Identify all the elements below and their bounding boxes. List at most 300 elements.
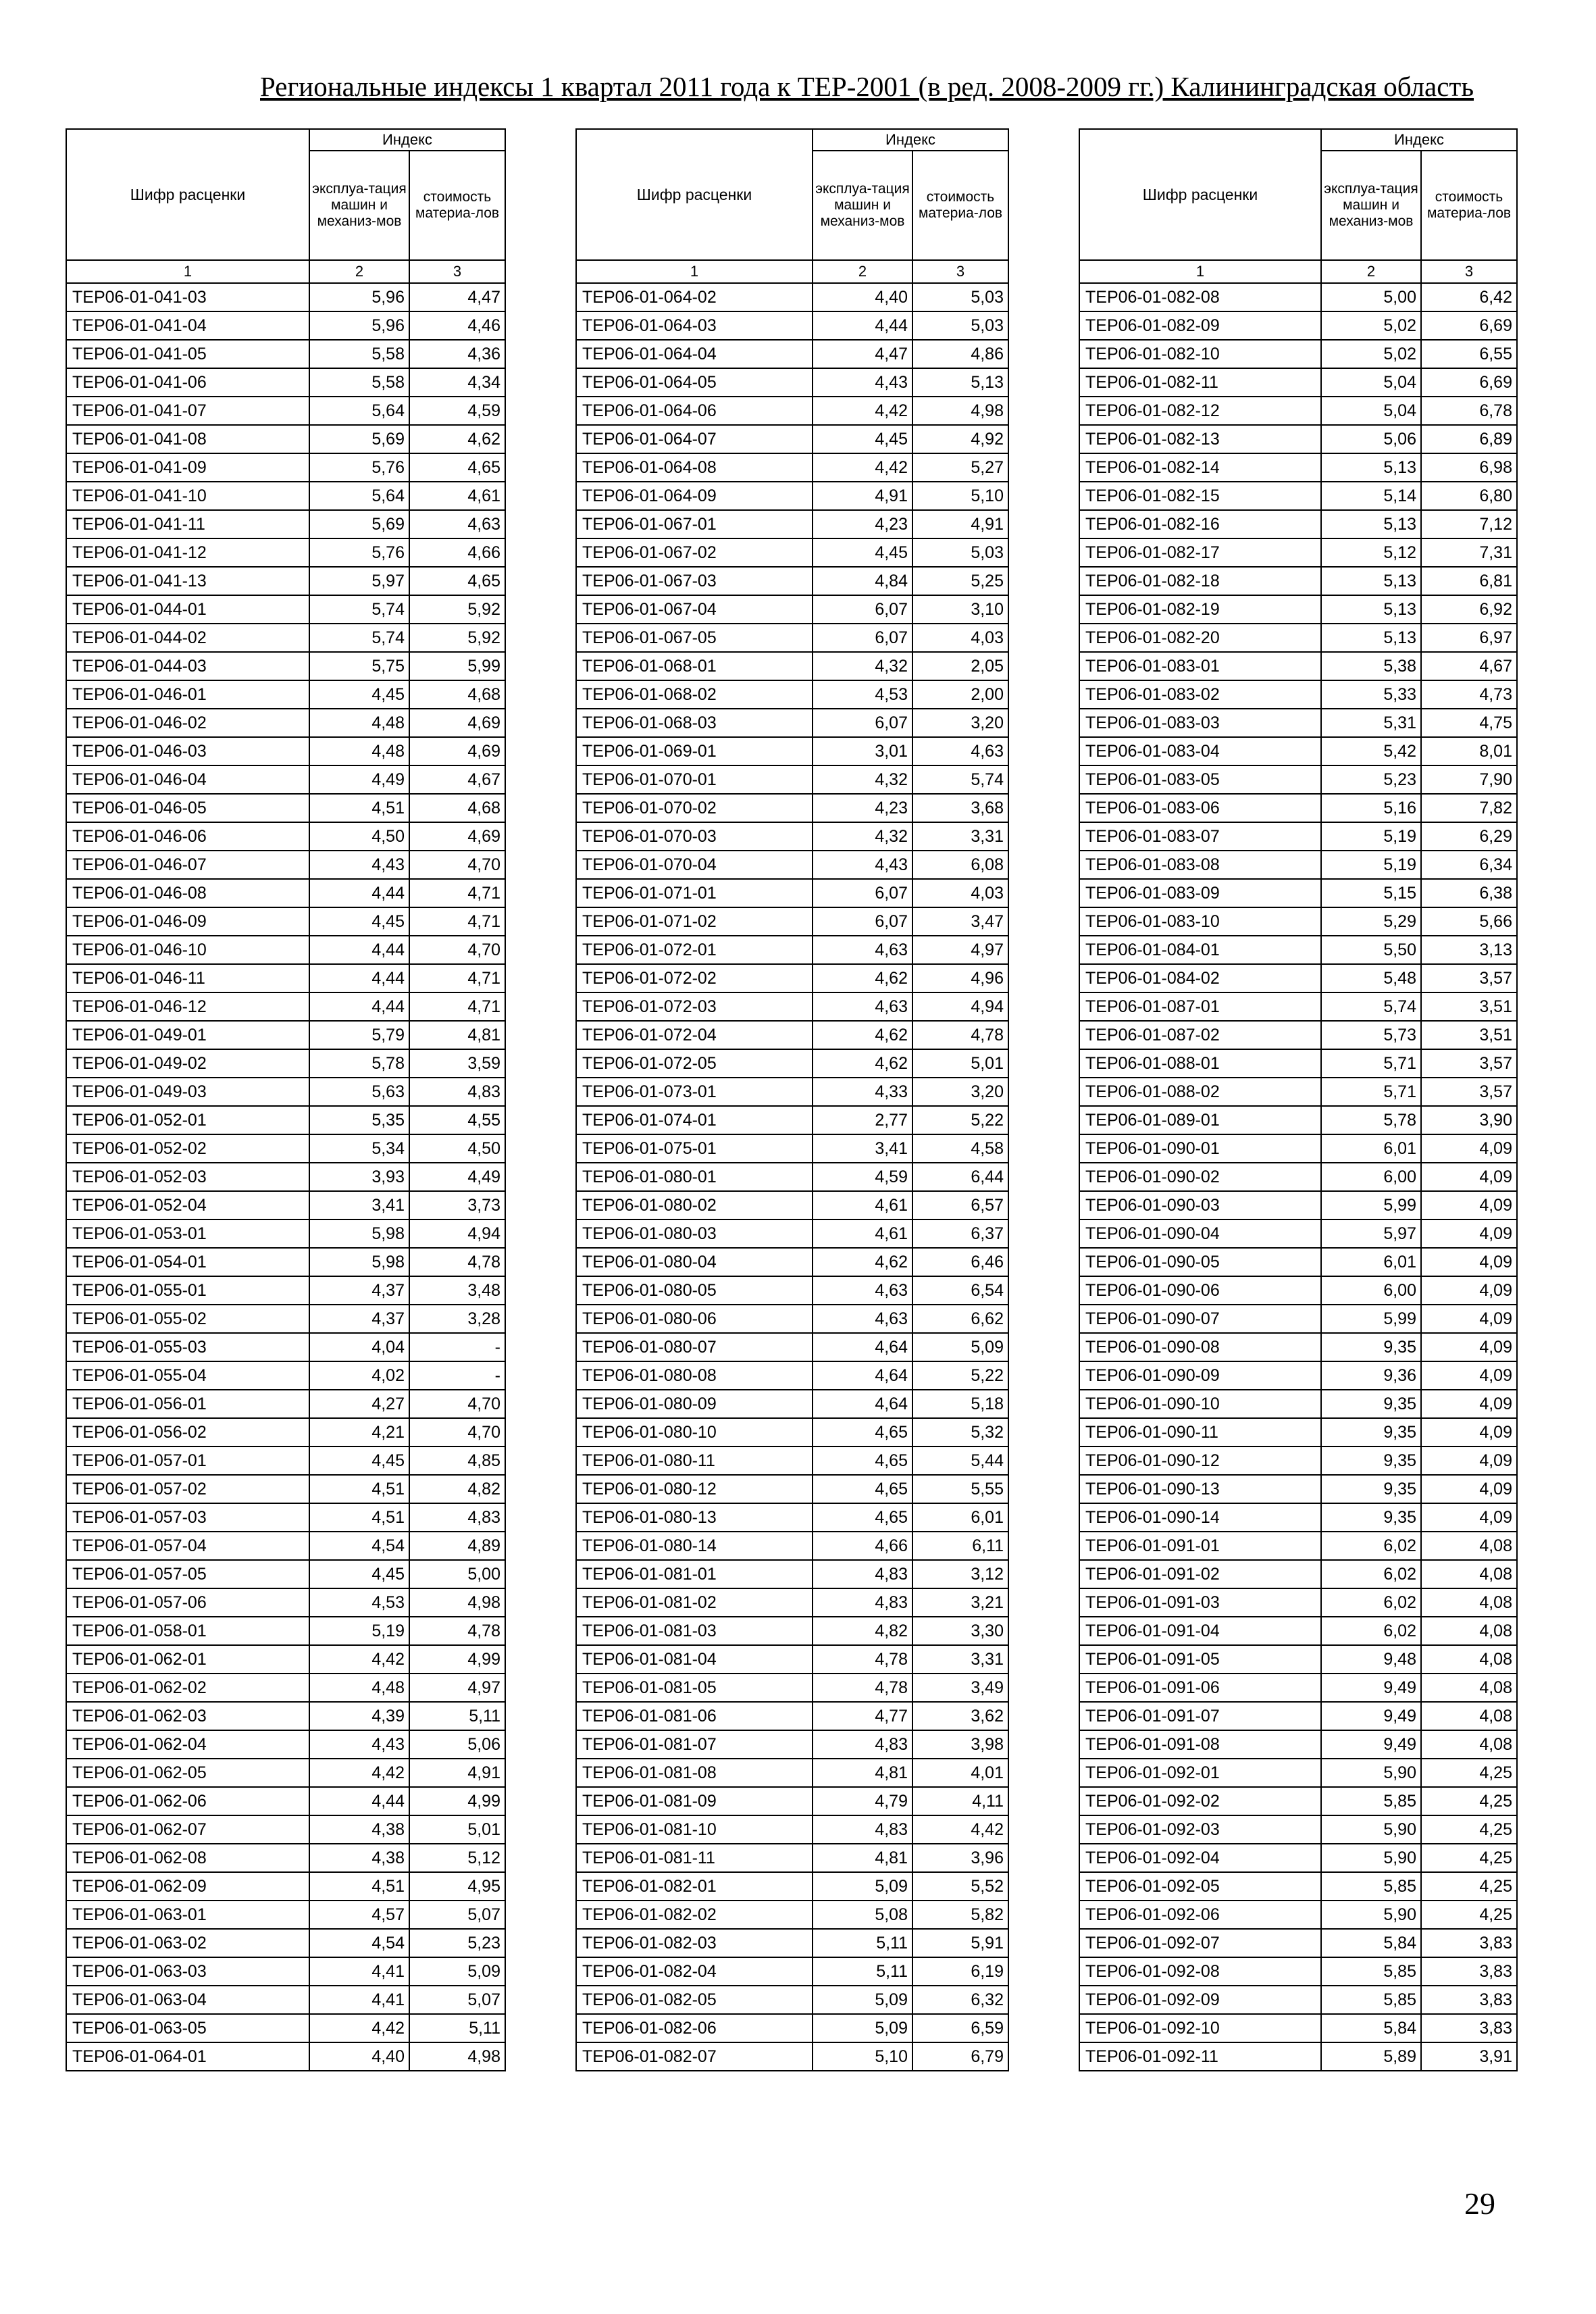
table-row (576, 652, 1008, 680)
machines-index-cell: 5,06 (1321, 425, 1421, 453)
machines-index-cell: 6,02 (1321, 1560, 1421, 1588)
machines-index-cell: 5,13 (1321, 453, 1421, 482)
machines-index-cell: 4,23 (813, 510, 912, 538)
table-row (576, 1219, 1008, 1248)
table-row (1079, 1901, 1517, 1929)
table-row (576, 1248, 1008, 1276)
machines-index-cell: 4,61 (813, 1191, 912, 1219)
rate-code-cell: ТЕР06-01-064-07 (576, 425, 813, 453)
table-row (576, 538, 1008, 567)
table-row (1079, 1191, 1517, 1219)
materials-index-cell: 3,28 (409, 1305, 505, 1333)
materials-index-cell: 4,96 (912, 964, 1008, 992)
rate-code-cell: ТЕР06-01-072-04 (576, 1021, 813, 1049)
rate-code-cell: ТЕР06-01-067-05 (576, 624, 813, 652)
materials-index-cell: 4,09 (1421, 1248, 1517, 1276)
rate-code-cell: ТЕР06-01-083-02 (1079, 680, 1321, 709)
header-materials: стоимость материа-лов (1421, 151, 1517, 260)
machines-index-cell: 5,74 (309, 624, 409, 652)
materials-index-cell: 6,46 (912, 1248, 1008, 1276)
rate-code-cell: ТЕР06-01-092-10 (1079, 2014, 1321, 2042)
table-row (576, 311, 1008, 340)
machines-index-cell: 5,71 (1321, 1049, 1421, 1078)
rate-code-cell: ТЕР06-01-057-06 (66, 1588, 309, 1617)
materials-index-cell: 4,78 (409, 1248, 505, 1276)
table-row (1079, 283, 1517, 311)
rate-code-cell: ТЕР06-01-075-01 (576, 1134, 813, 1163)
machines-index-cell: 4,83 (813, 1815, 912, 1844)
machines-index-cell: 4,51 (309, 1475, 409, 1503)
materials-index-cell: 4,09 (1421, 1475, 1517, 1503)
rate-code-cell: ТЕР06-01-056-02 (66, 1418, 309, 1447)
materials-index-cell: 3,51 (1421, 1021, 1517, 1049)
table-row (66, 311, 505, 340)
rate-code-cell: ТЕР06-01-091-04 (1079, 1617, 1321, 1645)
rate-code-cell: ТЕР06-01-090-06 (1079, 1276, 1321, 1305)
rate-code-cell: ТЕР06-01-046-11 (66, 964, 309, 992)
table-row (576, 368, 1008, 397)
machines-index-cell: 4,32 (813, 822, 912, 851)
table-row (66, 1163, 505, 1191)
rate-code-cell: ТЕР06-01-044-01 (66, 595, 309, 624)
table-row (1079, 2042, 1517, 2071)
machines-index-cell: 4,45 (309, 1560, 409, 1588)
table-row (576, 1305, 1008, 1333)
table-row (66, 1276, 505, 1305)
rate-code-cell: ТЕР06-01-046-05 (66, 794, 309, 822)
materials-index-cell: 4,08 (1421, 1588, 1517, 1617)
rate-code-cell: ТЕР06-01-069-01 (576, 737, 813, 765)
materials-index-cell: 3,83 (1421, 1957, 1517, 1986)
rate-code-cell: ТЕР06-01-052-04 (66, 1191, 309, 1219)
rate-code-cell: ТЕР06-01-083-01 (1079, 652, 1321, 680)
table-row (66, 1305, 505, 1333)
materials-index-cell: 6,69 (1421, 311, 1517, 340)
materials-index-cell: 6,97 (1421, 624, 1517, 652)
materials-index-cell: 5,92 (409, 624, 505, 652)
rate-code-cell: ТЕР06-01-080-04 (576, 1248, 813, 1276)
table-row (66, 510, 505, 538)
rate-code-cell: ТЕР06-01-083-08 (1079, 851, 1321, 879)
table-row (576, 1049, 1008, 1078)
machines-index-cell: 4,79 (813, 1787, 912, 1815)
materials-index-cell: 7,90 (1421, 765, 1517, 794)
rate-code-cell: ТЕР06-01-068-03 (576, 709, 813, 737)
materials-index-cell: 4,75 (1421, 709, 1517, 737)
table-row (66, 1106, 505, 1134)
materials-index-cell: 4,94 (409, 1219, 505, 1248)
table-row (66, 595, 505, 624)
machines-index-cell: 5,13 (1321, 624, 1421, 652)
rate-code-cell: ТЕР06-01-054-01 (66, 1248, 309, 1276)
machines-index-cell: 6,00 (1321, 1163, 1421, 1191)
rate-code-cell: ТЕР06-01-046-03 (66, 737, 309, 765)
materials-index-cell: 3,83 (1421, 2014, 1517, 2042)
header-cipher: Шифр расценки (576, 129, 813, 260)
materials-index-cell: 4,65 (409, 453, 505, 482)
table-row (1079, 624, 1517, 652)
materials-index-cell: 5,12 (409, 1844, 505, 1872)
rate-code-cell: ТЕР06-01-083-06 (1079, 794, 1321, 822)
table-row (576, 1901, 1008, 1929)
rate-code-cell: ТЕР06-01-062-07 (66, 1815, 309, 1844)
machines-index-cell: 9,49 (1321, 1702, 1421, 1730)
rate-code-cell: ТЕР06-01-082-15 (1079, 482, 1321, 510)
rate-code-cell: ТЕР06-01-082-01 (576, 1872, 813, 1901)
machines-index-cell: 5,02 (1321, 340, 1421, 368)
rate-code-cell: ТЕР06-01-062-02 (66, 1674, 309, 1702)
materials-index-cell: 4,09 (1421, 1418, 1517, 1447)
table-row (1079, 1248, 1517, 1276)
rate-code-cell: ТЕР06-01-074-01 (576, 1106, 813, 1134)
machines-index-cell: 5,33 (1321, 680, 1421, 709)
machines-index-cell: 5,69 (309, 425, 409, 453)
table-row (66, 368, 505, 397)
table-row (1079, 1986, 1517, 2014)
materials-index-cell: 4,46 (409, 311, 505, 340)
rate-code-cell: ТЕР06-01-090-09 (1079, 1361, 1321, 1390)
machines-index-cell: 4,47 (813, 340, 912, 368)
materials-index-cell: 4,09 (1421, 1191, 1517, 1219)
materials-index-cell: 5,23 (409, 1929, 505, 1957)
table-row (576, 1844, 1008, 1872)
materials-index-cell: 4,49 (409, 1163, 505, 1191)
materials-index-cell: 2,00 (912, 680, 1008, 709)
table-row (66, 1134, 505, 1163)
rate-code-cell: ТЕР06-01-064-05 (576, 368, 813, 397)
materials-index-cell: 3,48 (409, 1276, 505, 1305)
materials-index-cell: 4,09 (1421, 1276, 1517, 1305)
table-row (1079, 1361, 1517, 1390)
materials-index-cell: 3,68 (912, 794, 1008, 822)
machines-index-cell: 5,90 (1321, 1815, 1421, 1844)
rate-code-cell: ТЕР06-01-091-01 (1079, 1532, 1321, 1560)
materials-index-cell: 5,92 (409, 595, 505, 624)
rate-code-cell: ТЕР06-01-090-10 (1079, 1390, 1321, 1418)
machines-index-cell: 5,42 (1321, 737, 1421, 765)
rate-code-cell: ТЕР06-01-092-11 (1079, 2042, 1321, 2071)
table-row (66, 737, 505, 765)
rate-code-cell: ТЕР06-01-080-10 (576, 1418, 813, 1447)
rate-code-cell: ТЕР06-01-080-11 (576, 1447, 813, 1475)
header-col-number: 1 (66, 260, 309, 283)
materials-index-cell: 3,30 (912, 1617, 1008, 1645)
materials-index-cell: 3,98 (912, 1730, 1008, 1759)
table-row (66, 964, 505, 992)
machines-index-cell: 5,13 (1321, 595, 1421, 624)
rate-code-cell: ТЕР06-01-091-02 (1079, 1560, 1321, 1588)
machines-index-cell: 5,09 (813, 2014, 912, 2042)
table-row (66, 1986, 505, 2014)
table-row (576, 595, 1008, 624)
rate-code-cell: ТЕР06-01-062-01 (66, 1645, 309, 1674)
machines-index-cell: 5,50 (1321, 936, 1421, 964)
rate-code-cell: ТЕР06-01-064-02 (576, 283, 813, 311)
machines-index-cell: 3,93 (309, 1163, 409, 1191)
table-row (1079, 453, 1517, 482)
machines-index-cell: 4,62 (813, 1049, 912, 1078)
header-machines: эксплуа-тация машин и механиз-мов (309, 151, 409, 260)
machines-index-cell: 4,64 (813, 1390, 912, 1418)
rate-code-cell: ТЕР06-01-082-17 (1079, 538, 1321, 567)
machines-index-cell: 4,45 (309, 907, 409, 936)
table-row (1079, 1333, 1517, 1361)
machines-index-cell: 4,44 (309, 964, 409, 992)
table-row (576, 1674, 1008, 1702)
materials-index-cell: 3,47 (912, 907, 1008, 936)
rate-code-cell: ТЕР06-01-081-11 (576, 1844, 813, 1872)
machines-index-cell: 4,42 (309, 1759, 409, 1787)
rate-code-cell: ТЕР06-01-071-02 (576, 907, 813, 936)
materials-index-cell: 3,51 (1421, 992, 1517, 1021)
rate-code-cell: ТЕР06-01-092-06 (1079, 1901, 1321, 1929)
machines-index-cell: 5,14 (1321, 482, 1421, 510)
machines-index-cell: 4,83 (813, 1588, 912, 1617)
machines-index-cell: 5,31 (1321, 709, 1421, 737)
rate-code-cell: ТЕР06-01-081-01 (576, 1560, 813, 1588)
rate-code-cell: ТЕР06-01-062-03 (66, 1702, 309, 1730)
materials-index-cell: 4,78 (912, 1021, 1008, 1049)
table-row (66, 652, 505, 680)
machines-index-cell: 4,32 (813, 652, 912, 680)
table-row (66, 1815, 505, 1844)
materials-index-cell: 4,09 (1421, 1219, 1517, 1248)
machines-index-cell: 4,45 (309, 1447, 409, 1475)
machines-index-cell: 4,65 (813, 1503, 912, 1532)
table-row (576, 737, 1008, 765)
table-row (576, 453, 1008, 482)
table-row (576, 1730, 1008, 1759)
materials-index-cell: 5,66 (1421, 907, 1517, 936)
materials-index-cell: 5,91 (912, 1929, 1008, 1957)
machines-index-cell: 4,42 (309, 1645, 409, 1674)
rate-code-cell: ТЕР06-01-091-07 (1079, 1702, 1321, 1730)
rate-code-cell: ТЕР06-01-057-04 (66, 1532, 309, 1560)
rate-code-cell: ТЕР06-01-041-09 (66, 453, 309, 482)
rate-code-cell: ТЕР06-01-063-05 (66, 2014, 309, 2042)
materials-index-cell: 6,42 (1421, 283, 1517, 311)
rate-code-cell: ТЕР06-01-070-01 (576, 765, 813, 794)
table-row (576, 936, 1008, 964)
materials-index-cell: 6,78 (1421, 397, 1517, 425)
materials-index-cell: 6,08 (912, 851, 1008, 879)
table-row (66, 1844, 505, 1872)
table-row (1079, 737, 1517, 765)
rate-code-cell: ТЕР06-01-049-01 (66, 1021, 309, 1049)
rate-code-cell: ТЕР06-01-055-03 (66, 1333, 309, 1361)
rate-code-cell: ТЕР06-01-092-08 (1079, 1957, 1321, 1986)
machines-index-cell: 5,75 (309, 652, 409, 680)
machines-index-cell: 5,99 (1321, 1305, 1421, 1333)
machines-index-cell: 4,65 (813, 1447, 912, 1475)
table-row (576, 2014, 1008, 2042)
rate-code-cell: ТЕР06-01-063-02 (66, 1929, 309, 1957)
rate-code-cell: ТЕР06-01-073-01 (576, 1078, 813, 1106)
machines-index-cell: 4,63 (813, 1276, 912, 1305)
table-row (576, 1957, 1008, 1986)
table-row (1079, 1787, 1517, 1815)
rate-code-cell: ТЕР06-01-082-03 (576, 1929, 813, 1957)
materials-index-cell: 4,98 (409, 1588, 505, 1617)
table-row (576, 482, 1008, 510)
materials-index-cell: 4,71 (409, 907, 505, 936)
machines-index-cell: 5,71 (1321, 1078, 1421, 1106)
machines-index-cell: 4,65 (813, 1475, 912, 1503)
header-index: Индекс (309, 129, 505, 151)
machines-index-cell: 5,85 (1321, 1957, 1421, 1986)
machines-index-cell: 4,57 (309, 1901, 409, 1929)
machines-index-cell: 5,84 (1321, 2014, 1421, 2042)
machines-index-cell: 9,35 (1321, 1503, 1421, 1532)
table-row (1079, 1560, 1517, 1588)
machines-index-cell: 4,63 (813, 1305, 912, 1333)
table-row (66, 1333, 505, 1361)
table-row (66, 1929, 505, 1957)
rate-code-cell: ТЕР06-01-070-02 (576, 794, 813, 822)
machines-index-cell: 6,07 (813, 879, 912, 907)
materials-index-cell: 6,89 (1421, 425, 1517, 453)
table-row (1079, 1532, 1517, 1560)
rate-code-cell: ТЕР06-01-091-03 (1079, 1588, 1321, 1617)
rate-code-cell: ТЕР06-01-081-08 (576, 1759, 813, 1787)
rate-code-cell: ТЕР06-01-080-12 (576, 1475, 813, 1503)
header-col-number: 3 (409, 260, 505, 283)
machines-index-cell: 9,49 (1321, 1730, 1421, 1759)
materials-index-cell: 4,92 (912, 425, 1008, 453)
machines-index-cell: 4,83 (813, 1730, 912, 1759)
rate-code-cell: ТЕР06-01-080-13 (576, 1503, 813, 1532)
machines-index-cell: 5,04 (1321, 397, 1421, 425)
machines-index-cell: 5,58 (309, 340, 409, 368)
materials-index-cell: 4,55 (409, 1106, 505, 1134)
machines-index-cell: 5,16 (1321, 794, 1421, 822)
materials-index-cell: 5,06 (409, 1730, 505, 1759)
rate-code-cell: ТЕР06-01-082-06 (576, 2014, 813, 2042)
header-machines: эксплуа-тация машин и механиз-мов (1321, 151, 1421, 260)
table-row (1079, 510, 1517, 538)
table-row (576, 794, 1008, 822)
machines-index-cell: 3,41 (309, 1191, 409, 1219)
materials-index-cell: 6,11 (912, 1532, 1008, 1560)
rate-code-cell: ТЕР06-01-041-07 (66, 397, 309, 425)
machines-index-cell: 4,82 (813, 1617, 912, 1645)
machines-index-cell: 4,45 (813, 538, 912, 567)
table-row (576, 283, 1008, 311)
rate-code-cell: ТЕР06-01-049-02 (66, 1049, 309, 1078)
machines-index-cell: 9,48 (1321, 1645, 1421, 1674)
machines-index-cell: 4,50 (309, 822, 409, 851)
header-machines: эксплуа-тация машин и механиз-мов (813, 151, 912, 260)
materials-index-cell: 4,09 (1421, 1163, 1517, 1191)
materials-index-cell: 5,03 (912, 311, 1008, 340)
rate-code-cell: ТЕР06-01-046-04 (66, 765, 309, 794)
rate-code-cell: ТЕР06-01-092-01 (1079, 1759, 1321, 1787)
table-row (1079, 964, 1517, 992)
machines-index-cell: 5,19 (1321, 851, 1421, 879)
machines-index-cell: 5,19 (1321, 822, 1421, 851)
materials-index-cell: 3,49 (912, 1674, 1008, 1702)
materials-index-cell: 3,12 (912, 1560, 1008, 1588)
table-row (1079, 879, 1517, 907)
machines-index-cell: 9,35 (1321, 1447, 1421, 1475)
rate-code-cell: ТЕР06-01-068-01 (576, 652, 813, 680)
rate-code-cell: ТЕР06-01-082-13 (1079, 425, 1321, 453)
table-row (576, 624, 1008, 652)
table-row (576, 1702, 1008, 1730)
table-row (576, 1078, 1008, 1106)
rate-code-cell: ТЕР06-01-067-03 (576, 567, 813, 595)
rate-code-cell: ТЕР06-01-064-04 (576, 340, 813, 368)
machines-index-cell: 9,35 (1321, 1475, 1421, 1503)
machines-index-cell: 6,07 (813, 907, 912, 936)
machines-index-cell: 4,23 (813, 794, 912, 822)
table-row (576, 1191, 1008, 1219)
rate-code-cell: ТЕР06-01-052-01 (66, 1106, 309, 1134)
materials-index-cell: 6,92 (1421, 595, 1517, 624)
machines-index-cell: 4,43 (309, 1730, 409, 1759)
machines-index-cell: 5,97 (1321, 1219, 1421, 1248)
materials-index-cell: 4,83 (409, 1078, 505, 1106)
table-row (1079, 1759, 1517, 1787)
table-row (66, 1390, 505, 1418)
rate-code-cell: ТЕР06-01-090-12 (1079, 1447, 1321, 1475)
table-row (66, 1645, 505, 1674)
materials-index-cell: 5,09 (409, 1957, 505, 1986)
index-table-3 (1079, 128, 1518, 2071)
materials-index-cell: 6,19 (912, 1957, 1008, 1986)
materials-index-cell: 3,90 (1421, 1106, 1517, 1134)
rate-code-cell: ТЕР06-01-091-06 (1079, 1674, 1321, 1702)
rate-code-cell: ТЕР06-01-083-07 (1079, 822, 1321, 851)
materials-index-cell: 4,97 (912, 936, 1008, 964)
rate-code-cell: ТЕР06-01-080-01 (576, 1163, 813, 1191)
machines-index-cell: 4,78 (813, 1645, 912, 1674)
rate-code-cell: ТЕР06-01-081-06 (576, 1702, 813, 1730)
rate-code-cell: ТЕР06-01-092-04 (1079, 1844, 1321, 1872)
table-row (1079, 425, 1517, 453)
table-row (576, 567, 1008, 595)
machines-index-cell: 9,49 (1321, 1674, 1421, 1702)
machines-index-cell: 5,98 (309, 1219, 409, 1248)
machines-index-cell: 4,38 (309, 1815, 409, 1844)
rate-code-cell: ТЕР06-01-080-06 (576, 1305, 813, 1333)
rate-code-cell: ТЕР06-01-082-11 (1079, 368, 1321, 397)
machines-index-cell: 4,77 (813, 1702, 912, 1730)
machines-index-cell: 4,63 (813, 992, 912, 1021)
machines-index-cell: 5,08 (813, 1901, 912, 1929)
table-row (66, 992, 505, 1021)
table-row (576, 2042, 1008, 2071)
header-cipher: Шифр расценки (1079, 129, 1321, 260)
rate-code-cell: ТЕР06-01-084-01 (1079, 936, 1321, 964)
materials-index-cell: 6,59 (912, 2014, 1008, 2042)
table-row (66, 1021, 505, 1049)
materials-index-cell: 4,09 (1421, 1333, 1517, 1361)
rate-code-cell: ТЕР06-01-063-01 (66, 1901, 309, 1929)
machines-index-cell: 5,11 (813, 1929, 912, 1957)
machines-index-cell: 4,45 (309, 680, 409, 709)
rate-code-cell: ТЕР06-01-080-14 (576, 1532, 813, 1560)
materials-index-cell: 4,42 (912, 1815, 1008, 1844)
machines-index-cell: 5,00 (1321, 283, 1421, 311)
materials-index-cell: 5,01 (912, 1049, 1008, 1078)
rate-code-cell: ТЕР06-01-080-05 (576, 1276, 813, 1305)
table-row (576, 1503, 1008, 1532)
table-row (1079, 1276, 1517, 1305)
materials-index-cell: 4,71 (409, 879, 505, 907)
rate-code-cell: ТЕР06-01-082-02 (576, 1901, 813, 1929)
rate-code-cell: ТЕР06-01-068-02 (576, 680, 813, 709)
